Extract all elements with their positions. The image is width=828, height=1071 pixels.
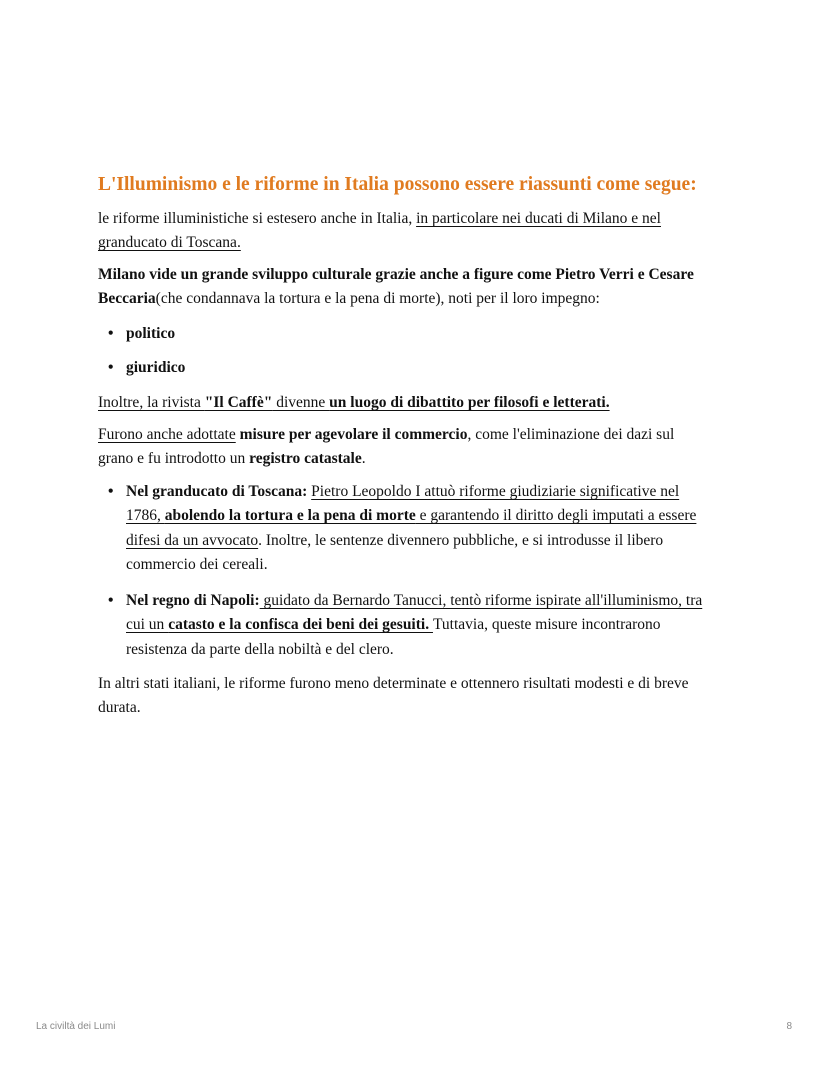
text-segment: . bbox=[361, 450, 366, 468]
caffe-paragraph bbox=[98, 391, 748, 415]
text-segment: politico bbox=[126, 325, 176, 342]
text-segment: le riforme illuministiche si estesero anche in Italia, bbox=[98, 210, 417, 227]
text-segment: "Il Caffè" bbox=[204, 394, 273, 411]
text-segment: divenne bbox=[272, 394, 330, 411]
text-segment: resistenza da parte della nobiltà e del clero. bbox=[126, 640, 394, 658]
text-segment: Pietro Leopoldo I attuò riforme giudiziarie significative nel bbox=[311, 483, 680, 500]
text-segment: durata. bbox=[98, 699, 141, 717]
text-segment: guidato da Bernardo Tanucci, tentò riforme ispirate all'illuminismo, tra bbox=[259, 592, 703, 609]
text-segment: giuridico bbox=[126, 359, 186, 376]
intro-paragraph bbox=[98, 207, 748, 256]
text-segment: granducato di Toscana. bbox=[98, 234, 241, 252]
text-segment: catasto e la confisca dei beni dei gesuiti. bbox=[168, 616, 433, 634]
page-number: 8 bbox=[786, 1021, 792, 1032]
text-segment: . Inoltre, le sentenze divennero pubbliche, e si introdusse il libero bbox=[258, 531, 664, 549]
text-segment: commercio dei cereali. bbox=[126, 555, 268, 573]
text-segment: misure per agevolare il commercio bbox=[239, 426, 468, 443]
section-heading: L'Illuminismo e le riforme in Italia possono essere riassunti come segue: bbox=[98, 174, 697, 195]
conclusion-paragraph bbox=[98, 672, 748, 721]
text-segment: cui un bbox=[126, 616, 169, 634]
bullet-item-politico bbox=[108, 322, 776, 346]
commercio-paragraph bbox=[98, 423, 748, 472]
text-segment: registro catastale bbox=[249, 450, 362, 468]
footer-title: La civiltà dei Lumi bbox=[36, 1021, 116, 1032]
text-segment: in particolare nei ducati di Milano e nel bbox=[416, 210, 661, 227]
bullet-item-napoli bbox=[108, 589, 776, 662]
text-segment: (che condannava la tortura e la pena di morte), noti per il loro impegno: bbox=[155, 290, 600, 308]
text-segment: abolendo la tortura e la pena di morte bbox=[164, 507, 416, 525]
text-segment: 1786, bbox=[126, 507, 165, 525]
text-segment: e garantendo il diritto degli imputati a essere bbox=[415, 507, 697, 525]
milano-paragraph bbox=[98, 263, 748, 312]
text-segment: un luogo di dibattito per filosofi e letterati. bbox=[329, 394, 610, 411]
text-segment: , come l'eliminazione dei dazi sul bbox=[467, 426, 675, 443]
text-segment: grano e fu introdotto un bbox=[98, 450, 250, 468]
text-segment: Tuttavia, queste misure incontrarono bbox=[432, 616, 661, 634]
text-segment: In altri stati italiani, le riforme furono meno determinate e ottennero risultati modesti e di breve bbox=[98, 675, 689, 692]
text-segment: Milano vide un grande sviluppo culturale grazie anche a figure come Pietro Verri e Cesare bbox=[98, 266, 694, 283]
text-segment: Furono anche adottate bbox=[98, 426, 236, 443]
text-segment: Beccaria bbox=[98, 290, 156, 308]
text-segment: Nel granducato di Toscana: bbox=[126, 483, 308, 500]
bullet-item-toscana bbox=[108, 480, 776, 577]
text-segment: Nel regno di Napoli: bbox=[126, 592, 260, 609]
text-segment: difesi da un avvocato bbox=[126, 531, 259, 549]
text-segment: Inoltre, la rivista bbox=[98, 394, 205, 411]
bullet-item-giuridico bbox=[108, 356, 776, 380]
